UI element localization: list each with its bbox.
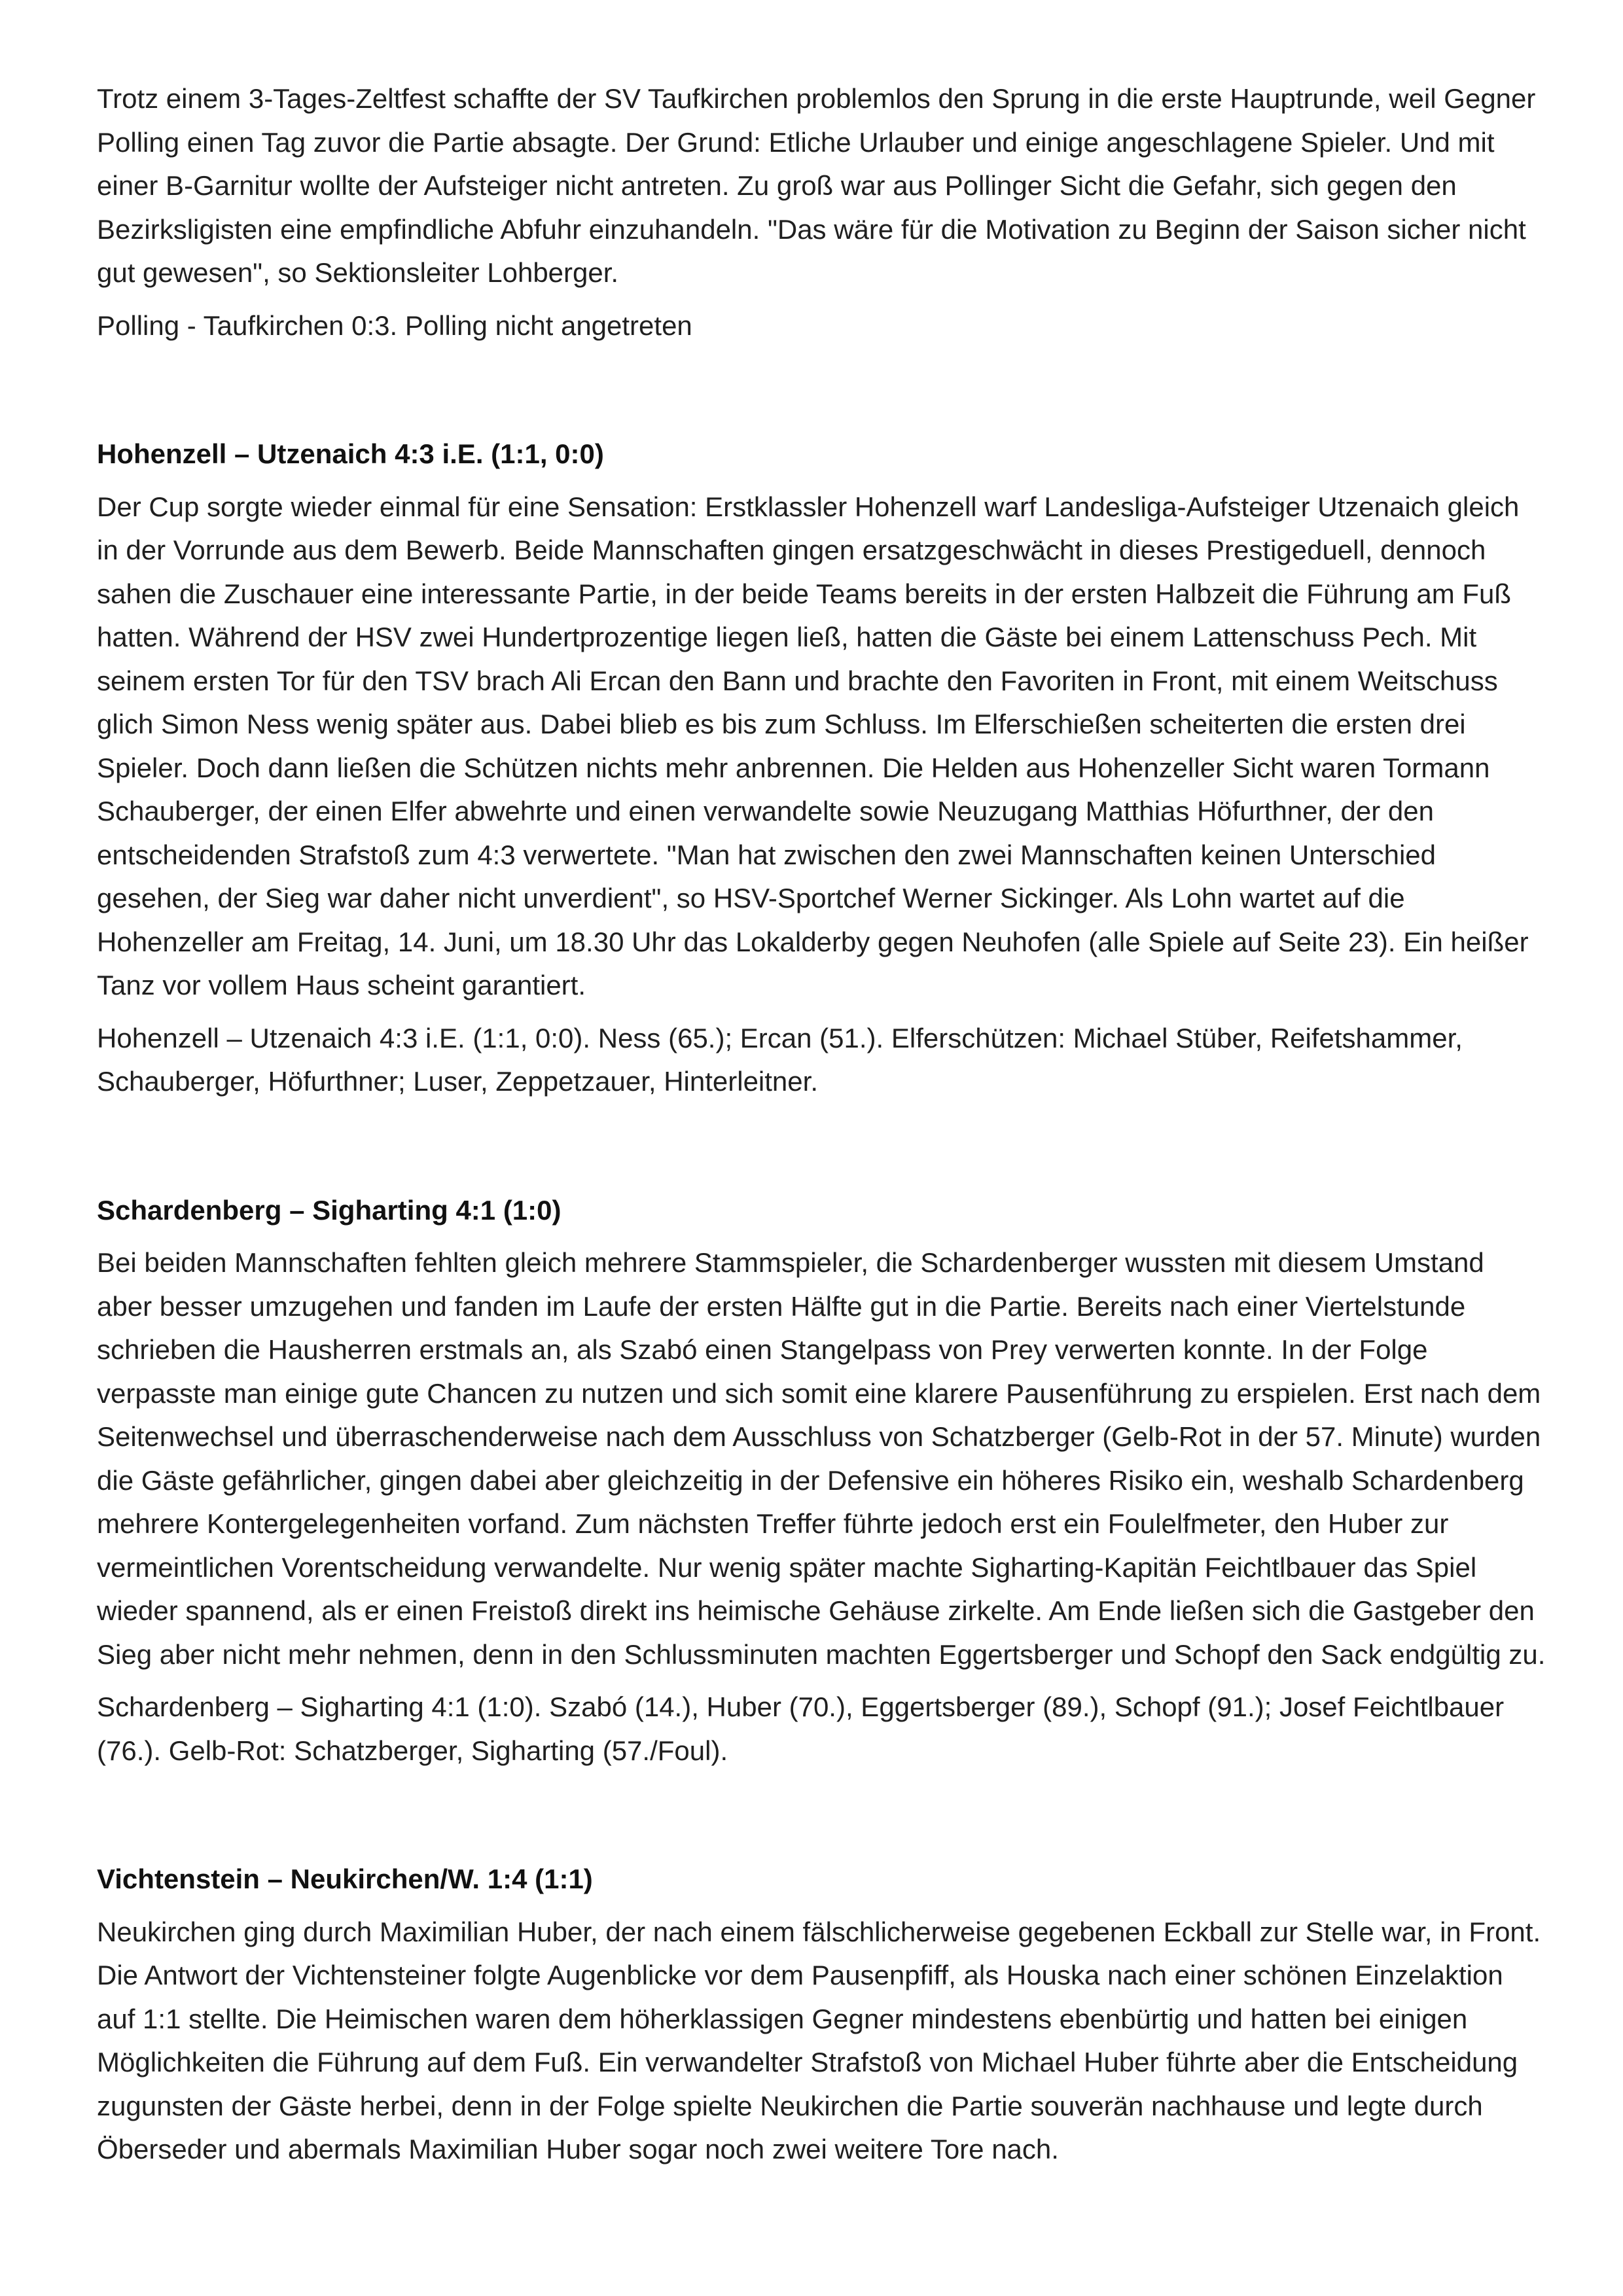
section-title-schardenberg: Schardenberg – Sigharting 4:1 (1:0) bbox=[97, 1194, 562, 1226]
intro-result: Polling - Taufkirchen 0:3. Polling nicht angetreten bbox=[97, 309, 692, 341]
section-paragraph-schardenberg: Bei beiden Mannschaften fehlten gleich mehrere Stammspieler, die Schardenberger wussten mit diesem Umstand aber besser umzugehen und fanden im Laufe der ersten Hälfte gut in die Partie. Bereits nach einer Viertelstunde schrieben die Hausherren erstmals an, als Szabó einen Stangelpass von Prey verwerten konnte. In der Folge verpasste man einige gute Chancen zu nutzen und sich somit eine klarere Pausenführung zu erspielen. Erst nach dem Seitenwechsel und überraschenderweise nach dem Ausschluss von Schatzberger (Gelb-Rot in der 57. Minute) wurden die Gäste gefährlicher, gingen dabei aber gleichzeitig in der Defensive ein höheres Risiko ein, weshalb Schardenberg mehrere Kontergelegenheiten vorfand. Zum nächsten Treffer führte jedoch erst ein Foulelfmeter, den Huber zur vermeintlichen Vorentscheidung verwandelte. Nur wenig später machte Sigharting-Kapitän Feichtlbauer das Spiel wieder spannend, als er einen Freistoß direkt ins heimische Gehäuse zirkelte. Am Ende ließen sich die Gastgeber den Sieg aber nicht mehr nehmen, denn in den Schlussminuten machten Eggertsberger und Schopf den Sack endgültig zu. bbox=[97, 1247, 1546, 1670]
section-result-schardenberg: Schardenberg – Sigharting 4:1 (1:0). Szabó (14.), Huber (70.), Eggertsberger (89.), Schopf (91.); Josef Feichtlbauer (76.). Gelb-Rot: Schatzberger, Sigharting (57./Foul). bbox=[97, 1691, 1505, 1766]
section-paragraph-vichtenstein: Neukirchen ging durch Maximilian Huber, der nach einem fälschlicherweise gegebenen Eckball zur Stelle war, in Front. Die Antwort der Vichtensteiner folgte Augenblicke vor dem Pausenpfiff, als Houska nach einer schönen Einzelaktion auf 1:1 stellte. Die Heimischen waren dem höherklassigen Gegner mindestens ebenbürtig und hatten bei einigen Möglichkeiten die Führung auf dem Fuß. Ein verwandelter Strafstoß von Michael Huber führte aber die Entscheidung zugunsten der Gäste herbei, denn in der Folge spielte Neukirchen die Partie souverän nachhause und legte durch Öberseder und abermals Maximilian Huber sogar noch zwei weitere Tore nach. bbox=[97, 1916, 1541, 2164]
section-paragraph-hohenzell: Der Cup sorgte wieder einmal für eine Sensation: Erstklassler Hohenzell warf Landesliga-Aufsteiger Utzenaich gleich in der Vorrunde aus dem Bewerb. Beide Mannschaften gingen ersatzgeschwächt in dieses Prestigeduell, dennoch sahen die Zuschauer eine interessante Partie, in der beide Teams bereits in der ersten Halbzeit die Führung am Fuß hatten. Während der HSV zwei Hundertprozentige liegen ließ, hatten die Gäste bei einem Lattenschuss Pech. Mit seinem ersten Tor für den TSV brach Ali Ercan den Bann und brachte den Favoriten in Front, mit einem Weitschuss glich Simon Ness wenig später aus. Dabei blieb es bis zum Schluss. Im Elferschießen scheiterten die ersten drei Spieler. Doch dann ließen die Schützen nichts mehr anbrennen. Die Helden aus Hohenzeller Sicht waren Tormann Schauberger, der einen Elfer abwehrte und einen verwandelte sowie Neuzugang Matthias Höfurthner, der den entscheidenden Strafstoß zum 4:3 verwertete. "Man hat zwischen den zwei Mannschaften keinen Unterschied gesehen, der Sieg war daher nicht unverdient", so HSV-Sportchef Werner Sickinger. Als Lohn wartet auf die Hohenzeller am Freitag, 14. Juni, um 18.30 Uhr das Lokalderby gegen Neuhofen (alle Spiele auf Seite 23). Ein heißer Tanz vor vollem Haus scheint garantiert. bbox=[97, 491, 1529, 1000]
intro-paragraph: Trotz einem 3-Tages-Zeltfest schaffte der SV Taufkirchen problemlos den Sprung in die erste Hauptrunde, weil Gegner Polling einen Tag zuvor die Partie absagte. Der Grund: Etliche Urlauber und einige angeschlagene Spieler. Und mit einer B-Garnitur wollte der Aufsteiger nicht antreten. Zu groß war aus Pollinger Sicht die Gefahr, sich gegen den Bezirksligisten eine empfindliche Abfuhr einzuhandeln. "Das wäre für die Motivation zu Beginn der Saison sicher nicht gut gewesen", so Sektionsleiter Lohberger. bbox=[97, 83, 1536, 288]
section-title-hohenzell: Hohenzell – Utzenaich 4:3 i.E. (1:1, 0:0) bbox=[97, 438, 604, 469]
section-result-hohenzell: Hohenzell – Utzenaich 4:3 i.E. (1:1, 0:0). Ness (65.); Ercan (51.). Elferschützen: Michael Stüber, Reifetshammer, Schauberger, Höfurthner; Luser, Zeppetzauer, Hinterleitner. bbox=[97, 1022, 1463, 1097]
document-page bbox=[97, 77, 1546, 2172]
section-title-vichtenstein: Vichtenstein – Neukirchen/W. 1:4 (1:1) bbox=[97, 1863, 593, 1894]
